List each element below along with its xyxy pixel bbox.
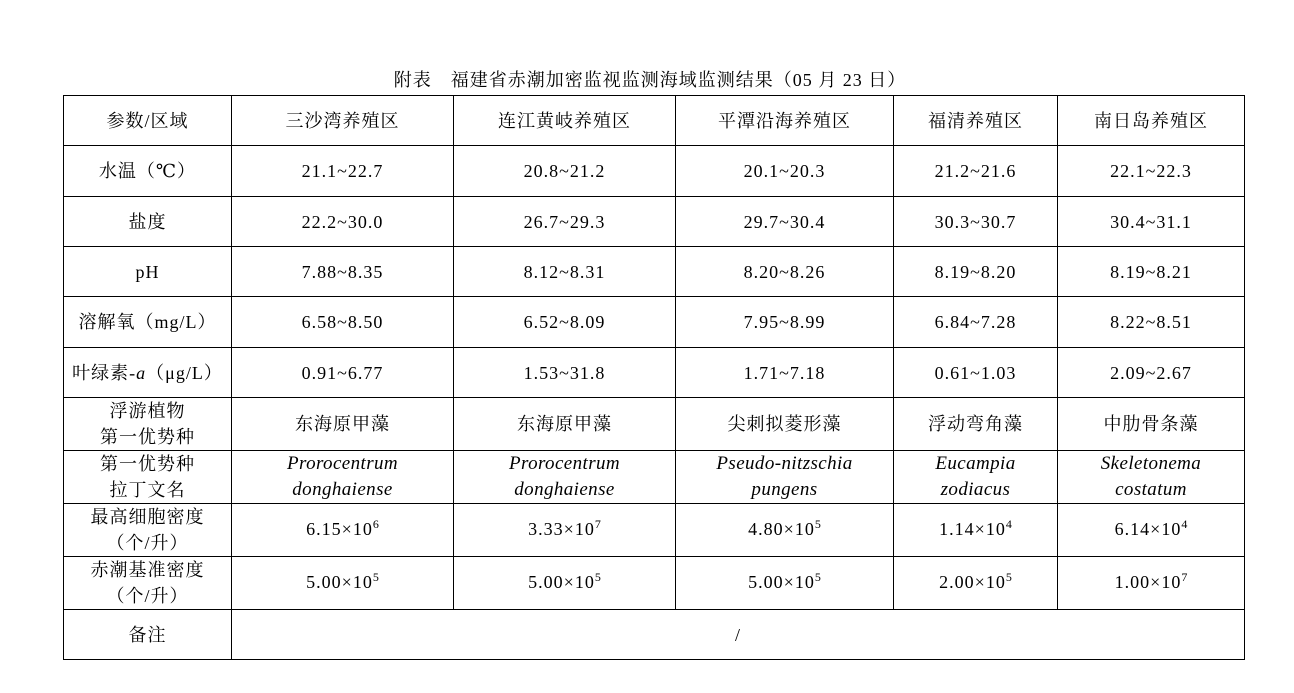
species-epithet: donghaiense bbox=[292, 479, 393, 500]
genus-name: Prorocentrum bbox=[286, 453, 399, 474]
label-line-2: 第一优势种 bbox=[100, 427, 195, 447]
density-cell bbox=[676, 557, 894, 610]
species-epithet: pungens bbox=[751, 479, 818, 500]
remarks-value-cell: / bbox=[232, 610, 1245, 660]
header-area-fuqing: 福清养殖区 bbox=[894, 96, 1058, 146]
value-cell: 21.2~21.6 bbox=[894, 146, 1058, 197]
value-cell: 26.7~29.3 bbox=[454, 197, 676, 247]
density-cell bbox=[1058, 504, 1245, 557]
value-cell: 21.1~22.7 bbox=[232, 146, 454, 197]
dissolved-oxygen-row bbox=[64, 297, 1245, 348]
value-cell: 7.88~8.35 bbox=[232, 247, 454, 297]
label-unit: （μg/L） bbox=[146, 362, 223, 383]
label-prefix: 叶绿素- bbox=[72, 362, 137, 383]
density-cell bbox=[1058, 557, 1245, 610]
species-cell: 中肋骨条藻 bbox=[1058, 398, 1245, 451]
salinity-row bbox=[64, 197, 1245, 247]
label-italic: a bbox=[136, 362, 147, 383]
genus-name: Prorocentrum bbox=[508, 453, 621, 474]
density-exponent: 4 bbox=[1181, 517, 1188, 531]
row-label bbox=[64, 348, 232, 398]
density-exponent: 4 bbox=[1005, 517, 1012, 531]
red-tide-threshold-row bbox=[64, 557, 1245, 610]
density-mantissa: 4.80×10 bbox=[748, 519, 815, 539]
value-cell: 1.53~31.8 bbox=[454, 348, 676, 398]
dominant-species-row bbox=[64, 398, 1245, 451]
header-area-sansha-bay: 三沙湾养殖区 bbox=[232, 96, 454, 146]
value-cell: 6.84~7.28 bbox=[894, 297, 1058, 348]
value-cell: 29.7~30.4 bbox=[676, 197, 894, 247]
latin-name-row bbox=[64, 451, 1245, 504]
species-cell: 尖刺拟菱形藻 bbox=[676, 398, 894, 451]
value-cell: 7.95~8.99 bbox=[676, 297, 894, 348]
latin-name-cell bbox=[1058, 451, 1245, 504]
density-exponent: 5 bbox=[814, 517, 821, 531]
value-cell: 22.1~22.3 bbox=[1058, 146, 1245, 197]
latin-name-cell bbox=[894, 451, 1058, 504]
label-line-1: 浮游植物 bbox=[109, 401, 186, 421]
value-cell: 0.91~6.77 bbox=[232, 348, 454, 398]
value-cell: 30.3~30.7 bbox=[894, 197, 1058, 247]
density-mantissa: 1.00×10 bbox=[1114, 572, 1182, 592]
density-cell bbox=[232, 557, 454, 610]
label-line-2: （个/升） bbox=[106, 533, 189, 553]
density-mantissa: 1.14×10 bbox=[939, 519, 1006, 539]
value-cell: 8.19~8.21 bbox=[1058, 247, 1245, 297]
density-mantissa: 5.00×10 bbox=[306, 572, 373, 592]
density-cell bbox=[894, 504, 1058, 557]
value-cell: 8.20~8.26 bbox=[676, 247, 894, 297]
row-label: 水温（℃） bbox=[64, 146, 232, 197]
density-mantissa: 6.14×10 bbox=[1114, 519, 1182, 539]
row-label bbox=[64, 398, 232, 451]
max-cell-density-row bbox=[64, 504, 1245, 557]
row-label: 盐度 bbox=[64, 197, 232, 247]
header-row bbox=[64, 96, 1245, 146]
density-cell bbox=[454, 557, 676, 610]
header-area-nanri-island: 南日岛养殖区 bbox=[1058, 96, 1245, 146]
density-cell bbox=[894, 557, 1058, 610]
label-line-1: 第一优势种 bbox=[100, 454, 195, 474]
density-exponent: 6 bbox=[372, 517, 379, 531]
row-label bbox=[64, 451, 232, 504]
species-cell: 浮动弯角藻 bbox=[894, 398, 1058, 451]
density-exponent: 7 bbox=[1181, 570, 1188, 584]
value-cell: 6.58~8.50 bbox=[232, 297, 454, 348]
value-cell: 8.12~8.31 bbox=[454, 247, 676, 297]
species-epithet: donghaiense bbox=[514, 479, 615, 500]
genus-name: Pseudo-nitzschia bbox=[716, 453, 853, 474]
label-line-2: 拉丁文名 bbox=[109, 480, 186, 500]
row-label: 备注 bbox=[64, 610, 232, 660]
density-exponent: 7 bbox=[594, 517, 601, 531]
ph-row bbox=[64, 247, 1245, 297]
value-cell: 8.22~8.51 bbox=[1058, 297, 1245, 348]
genus-name: Skeletonema bbox=[1100, 453, 1202, 474]
density-exponent: 5 bbox=[372, 570, 379, 584]
density-mantissa: 3.33×10 bbox=[528, 519, 595, 539]
species-cell: 东海原甲藻 bbox=[232, 398, 454, 451]
density-mantissa: 5.00×10 bbox=[528, 572, 595, 592]
water-temp-row bbox=[64, 146, 1245, 197]
header-area-lianjiang-huangqi: 连江黄岐养殖区 bbox=[454, 96, 676, 146]
label-line-1: 最高细胞密度 bbox=[90, 507, 205, 527]
value-cell: 1.71~7.18 bbox=[676, 348, 894, 398]
label-line-1: 赤潮基准密度 bbox=[90, 560, 205, 580]
value-cell: 6.52~8.09 bbox=[454, 297, 676, 348]
chlorophyll-a-row bbox=[64, 348, 1245, 398]
header-param-cell: 参数/区域 bbox=[64, 96, 232, 146]
monitoring-results-table bbox=[63, 95, 1245, 660]
density-mantissa: 5.00×10 bbox=[748, 572, 815, 592]
row-label: 溶解氧（mg/L） bbox=[64, 297, 232, 348]
latin-name-cell bbox=[454, 451, 676, 504]
density-exponent: 5 bbox=[1005, 570, 1012, 584]
genus-name: Eucampia bbox=[935, 453, 1016, 474]
label-line-2: （个/升） bbox=[106, 586, 189, 606]
value-cell: 20.1~20.3 bbox=[676, 146, 894, 197]
value-cell: 0.61~1.03 bbox=[894, 348, 1058, 398]
latin-name-cell bbox=[232, 451, 454, 504]
value-cell: 30.4~31.1 bbox=[1058, 197, 1245, 247]
density-cell bbox=[232, 504, 454, 557]
row-label bbox=[64, 504, 232, 557]
document-title: 附表 福建省赤潮加密监视监测海域监测结果（05 月 23 日） bbox=[393, 70, 907, 90]
density-exponent: 5 bbox=[594, 570, 601, 584]
row-label bbox=[64, 557, 232, 610]
species-epithet: costatum bbox=[1115, 479, 1187, 500]
value-cell: 2.09~2.67 bbox=[1058, 348, 1245, 398]
density-mantissa: 2.00×10 bbox=[939, 572, 1006, 592]
species-cell: 东海原甲藻 bbox=[454, 398, 676, 451]
density-cell bbox=[676, 504, 894, 557]
latin-name-cell bbox=[676, 451, 894, 504]
header-area-pingtan: 平潭沿海养殖区 bbox=[676, 96, 894, 146]
value-cell: 20.8~21.2 bbox=[454, 146, 676, 197]
species-epithet: zodiacus bbox=[940, 479, 1011, 500]
density-exponent: 5 bbox=[814, 570, 821, 584]
remarks-row bbox=[64, 610, 1245, 660]
density-cell bbox=[454, 504, 676, 557]
value-cell: 8.19~8.20 bbox=[894, 247, 1058, 297]
density-mantissa: 6.15×10 bbox=[306, 519, 373, 539]
row-label: pH bbox=[64, 247, 232, 297]
value-cell: 22.2~30.0 bbox=[232, 197, 454, 247]
